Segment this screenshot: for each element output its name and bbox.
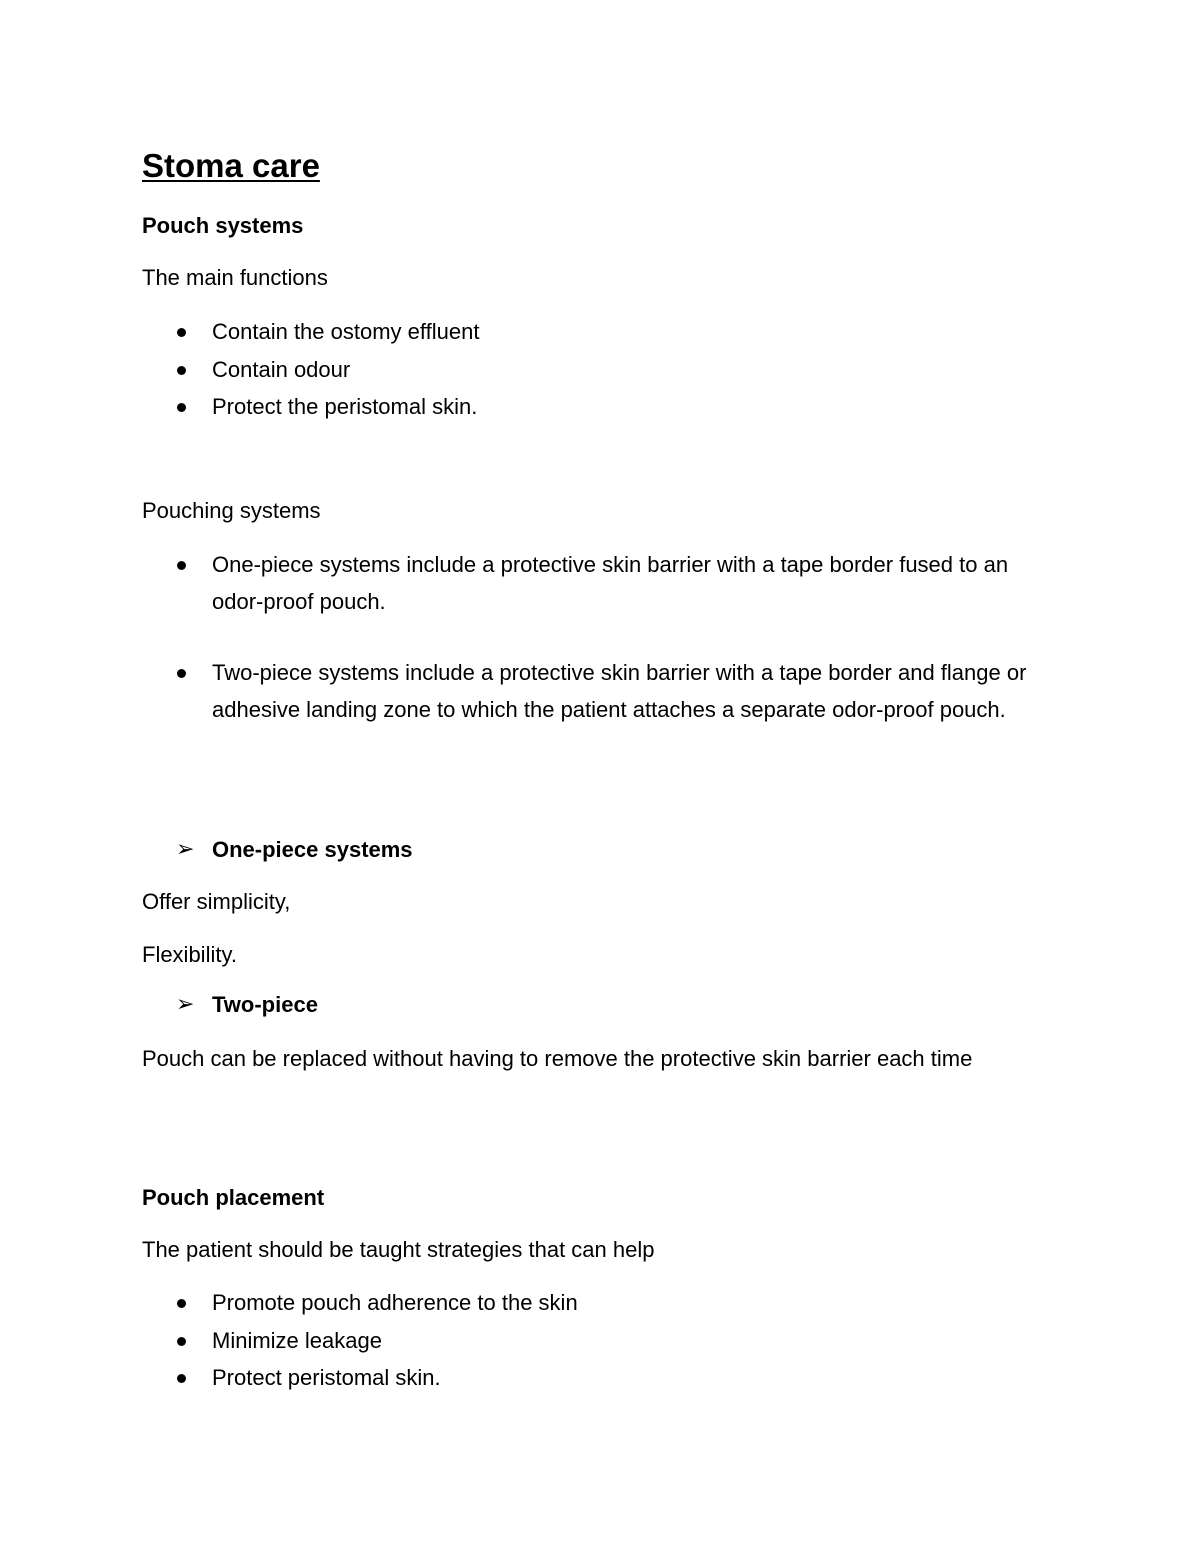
list-item-text: Promote pouch adherence to the skin	[212, 1290, 578, 1315]
pouch-systems-heading: Pouch systems	[142, 213, 304, 238]
pouch-placement-heading: Pouch placement	[142, 1185, 325, 1210]
list-item-text: One-piece systems include a protective skin barrier with a tape border fused to an odor-proof pouch.	[212, 552, 1009, 614]
list-item	[142, 1284, 578, 1322]
main-functions-intro: The main functions	[142, 265, 328, 290]
bullet-dot-icon	[177, 1299, 186, 1308]
pouching-systems-list	[142, 547, 1052, 728]
list-item-text: Protect the peristomal skin.	[212, 394, 478, 419]
list-item	[142, 388, 479, 426]
bullet-dot-icon	[177, 366, 186, 375]
bullet-dot-icon	[177, 1374, 186, 1383]
list-item-text: Contain the ostomy effluent	[212, 319, 480, 344]
bullet-dot-icon	[177, 403, 186, 412]
page-title: Stoma care	[142, 147, 320, 184]
one-piece-heading	[142, 835, 413, 865]
pouch-placement-intro: The patient should be taught strategies that can help	[142, 1237, 655, 1262]
list-item-text: Minimize leakage	[212, 1327, 382, 1353]
list-item	[142, 655, 1052, 728]
pouch-placement-list	[142, 1284, 578, 1397]
two-piece-heading	[142, 990, 318, 1020]
list-item	[142, 1359, 578, 1397]
main-functions-list	[142, 313, 479, 426]
list-item	[142, 351, 479, 389]
bullet-dot-icon	[177, 669, 186, 678]
arrowhead-bullet-icon: ➢	[176, 837, 195, 862]
pouching-systems-intro: Pouching systems	[142, 498, 321, 523]
list-item	[142, 313, 479, 351]
list-item	[142, 547, 1052, 620]
one-piece-line-1: Offer simplicity,	[142, 889, 291, 914]
bullet-dot-icon	[177, 561, 186, 570]
two-piece-heading-text: Two-piece	[212, 992, 318, 1017]
list-item	[142, 1322, 578, 1360]
bullet-dot-icon	[177, 1337, 186, 1346]
one-piece-heading-text: One-piece systems	[212, 837, 413, 862]
arrowhead-bullet-icon: ➢	[176, 992, 195, 1017]
two-piece-text: Pouch can be replaced without having to remove the protective skin barrier each time	[142, 1046, 973, 1071]
list-item-text: Contain odour	[212, 356, 351, 382]
list-item-text: Protect peristomal skin.	[212, 1365, 441, 1390]
bullet-dot-icon	[177, 328, 186, 337]
list-item-text: Two-piece systems include a protective skin barrier with a tape border and flange or adhesive landing zone to which the patient attaches a separate odor-proof pouch.	[212, 660, 1027, 722]
one-piece-line-2: Flexibility.	[142, 942, 237, 967]
